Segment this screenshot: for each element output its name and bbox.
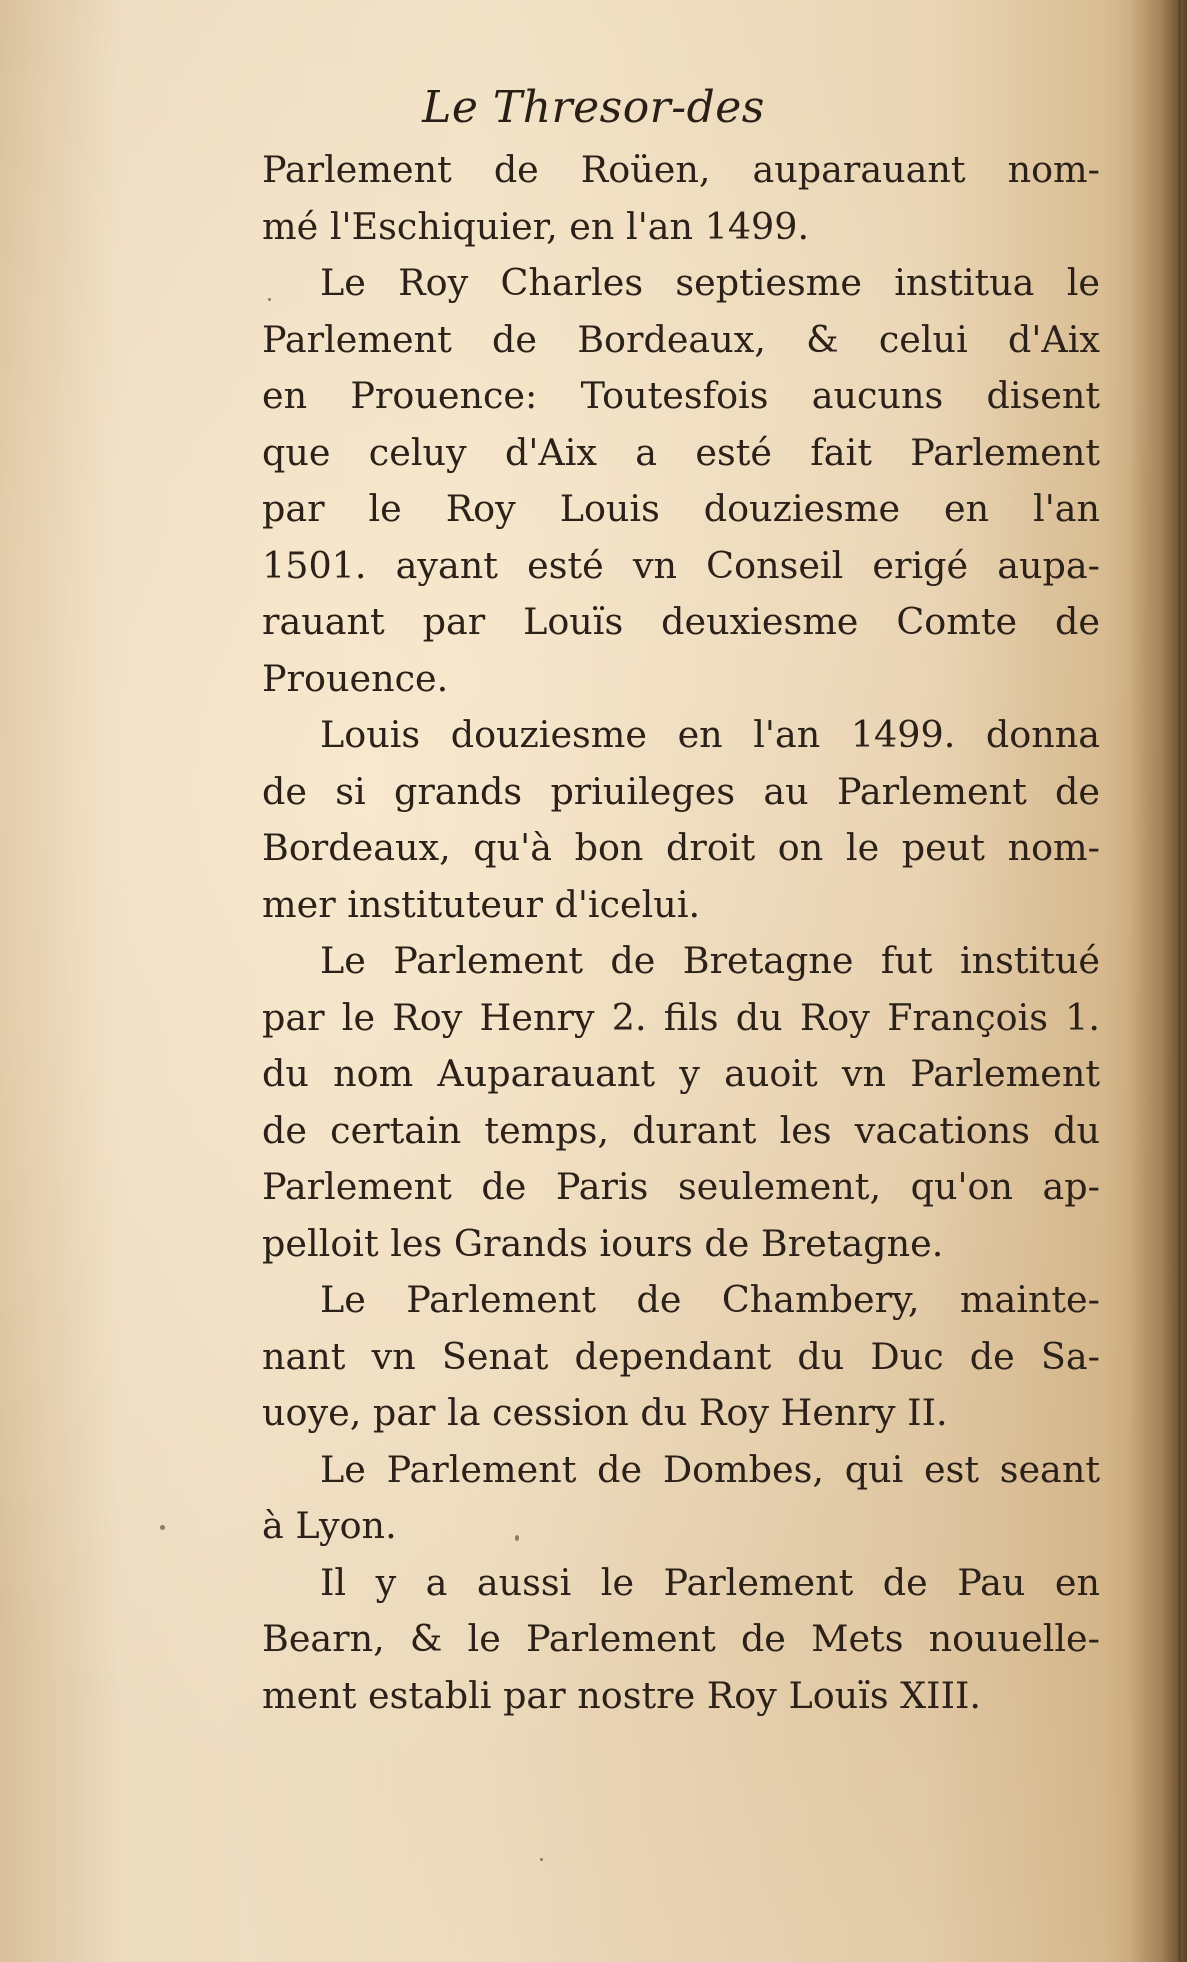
paper-speck <box>540 1858 543 1861</box>
text-line: Prouence. <box>262 656 449 700</box>
text-line: du nom Auparauant y auoit vn Parlement <box>262 1052 1100 1095</box>
text-line: mé l'Eschiquier, en l'an 1499. <box>262 204 810 248</box>
paper-speck <box>160 1525 165 1530</box>
text-line: par le Roy Louis douziesme en l'an <box>262 487 1100 530</box>
text-line: Parlement de Roüen, auparauant nom- <box>262 148 1100 191</box>
text-line: rauant par Louïs deuxiesme Comte de <box>262 600 1100 643</box>
text-line: Le Parlement de Dombes, qui est seant <box>320 1447 1100 1491</box>
text-line: Louis douziesme en l'an 1499. donna <box>320 713 1100 756</box>
text-line: Le Parlement de Chambery, mainte- <box>320 1278 1100 1321</box>
text-line: uoye, par la cession du Roy Henry II. <box>262 1391 948 1434</box>
running-head: Le Thresor-des <box>422 82 765 133</box>
text-line: mer instituteur d'icelui. <box>262 882 701 926</box>
text-line: Parlement de Paris seulement, qu'on ap- <box>262 1165 1100 1208</box>
text-line: de si grands priuileges au Parlement de <box>262 769 1100 813</box>
text-line: Il y a aussi le Parlement de Pau en <box>320 1560 1100 1604</box>
text-line: en Prouence: Toutesfois aucuns disent <box>262 374 1100 417</box>
text-line: nant vn Senat dependant du Duc de Sa- <box>262 1334 1100 1378</box>
text-line: 1501. ayant esté vn Conseil erigé aupa- <box>262 543 1100 587</box>
page-edge <box>1178 0 1181 1962</box>
text-line: que celuy d'Aix a esté fait Parlement <box>262 430 1100 474</box>
text-line: de certain temps, durant les vacations du <box>262 1108 1100 1152</box>
text-line: Le Roy Charles septiesme institua le <box>320 261 1100 304</box>
text-line: à Lyon. <box>262 1504 397 1547</box>
text-line: Bearn, & le Parlement de Mets nouuelle- <box>262 1617 1100 1660</box>
body-text <box>262 142 1100 1724</box>
text-line: par le Roy Henry 2. fils du Roy François 1. <box>262 995 1100 1039</box>
text-line: Parlement de Bordeaux, & celui d'Aix <box>262 317 1100 361</box>
text-line: Bordeaux, qu'à bon droit on le peut nom- <box>262 826 1100 869</box>
text-line: ment establi par nostre Roy Louïs XIII. <box>262 1673 982 1717</box>
text-line: Le Parlement de Bretagne fut institué <box>320 939 1100 982</box>
text-line: pelloit les Grands iours de Bretagne. <box>262 1221 944 1265</box>
